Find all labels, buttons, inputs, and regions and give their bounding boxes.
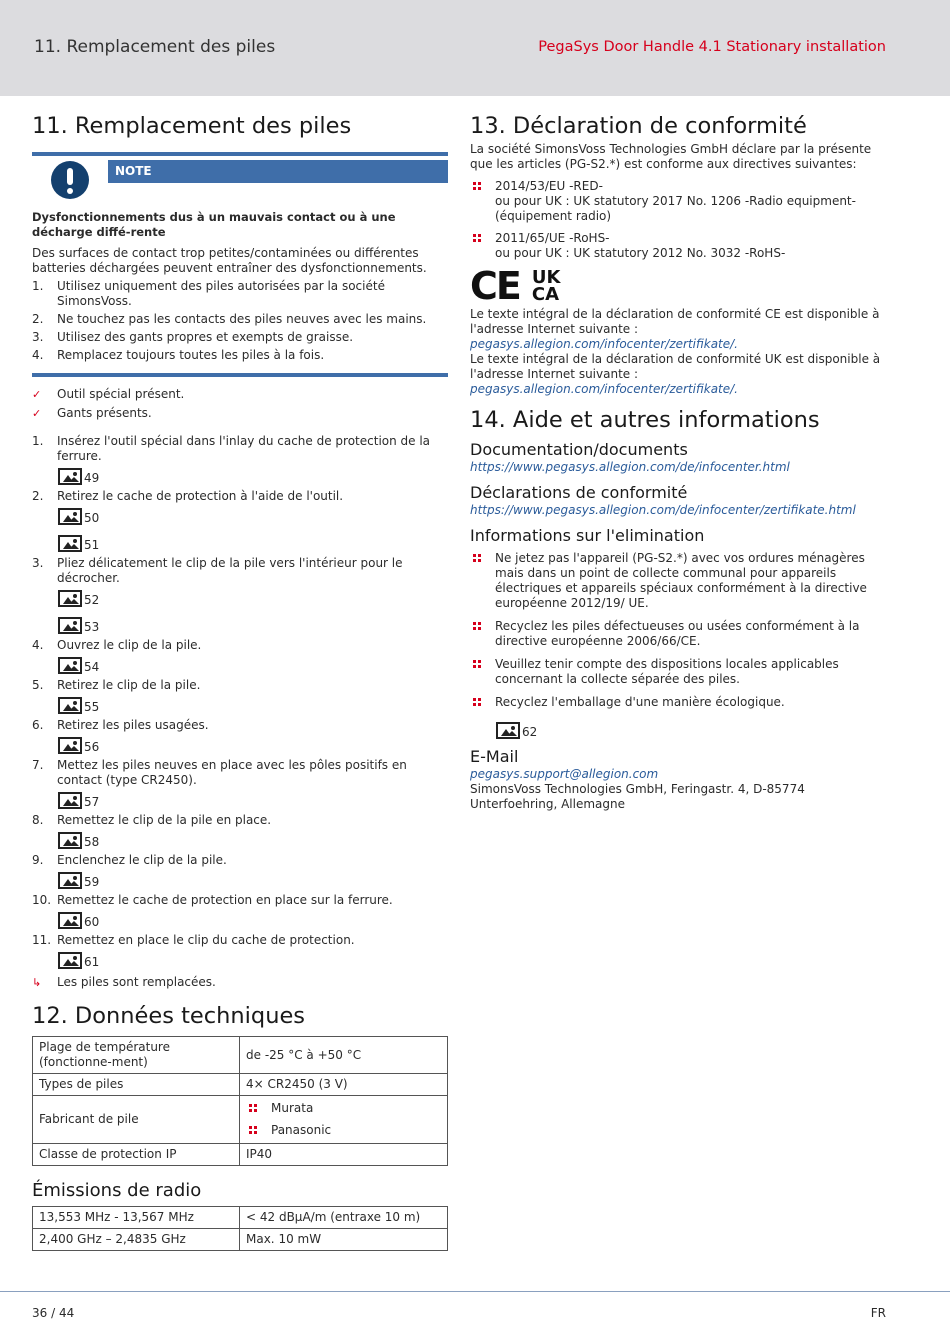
image-icon xyxy=(58,508,82,525)
figure-ref xyxy=(58,868,448,889)
table-cell: Classe de protection IP xyxy=(33,1144,240,1166)
figure-number: 61 xyxy=(84,955,100,969)
documentation-title: Documentation/documents xyxy=(470,440,688,459)
note-list xyxy=(32,279,448,363)
certification-marks xyxy=(470,264,888,308)
directive-eu: 2014/53/EU -RED- xyxy=(495,179,603,193)
figure-number: 56 xyxy=(84,740,100,754)
step-number: 2. xyxy=(32,489,44,503)
figure-number: 62 xyxy=(522,725,538,739)
figure-number: 54 xyxy=(84,660,100,674)
section-12-title: 12. Données techniques xyxy=(32,1003,306,1029)
check-icon: ✓ xyxy=(32,407,42,420)
list-item xyxy=(32,406,448,421)
declarations-link[interactable]: https://www.pegasys.allegion.com/de/infocenter/zertifikate.html xyxy=(470,503,856,517)
step-number: 7. xyxy=(32,758,44,772)
page-number: 36 / 44 xyxy=(32,1306,75,1320)
result-line xyxy=(32,975,448,990)
section-13-title: 13. Déclaration de conformité xyxy=(470,113,807,139)
bullet-icon xyxy=(473,234,481,242)
documentation-link[interactable]: https://www.pegasys.allegion.com/de/infocenter.html xyxy=(470,460,790,474)
step-number: 4. xyxy=(32,638,44,652)
list-item xyxy=(32,279,448,309)
list-item xyxy=(470,231,888,261)
image-icon xyxy=(58,468,82,485)
image-icon xyxy=(58,590,82,607)
table-cell: < 42 dBµA/m (entraxe 10 m) xyxy=(240,1207,448,1229)
step-number: 1. xyxy=(32,434,44,448)
right-column xyxy=(470,112,888,812)
step-item xyxy=(32,638,448,653)
elimination-list xyxy=(470,551,888,710)
page-header xyxy=(0,0,950,96)
step-text: Pliez délicatement le clip de la pile vers l'intérieur pour le décrocher. xyxy=(57,556,403,585)
figure-ref xyxy=(58,531,448,552)
step-text: Ouvrez le clip de la pile. xyxy=(57,638,202,652)
table-row xyxy=(33,1037,448,1074)
list-item xyxy=(246,1123,441,1138)
bullet-icon xyxy=(473,182,481,190)
ce-text: Le texte intégral de la déclaration de conformité CE est disponible à l'adresse Internet suivante : xyxy=(470,307,880,336)
table-cell: Types de piles xyxy=(33,1074,240,1096)
figure-ref xyxy=(58,908,448,929)
step-number: 8. xyxy=(32,813,44,827)
table-row xyxy=(33,1074,448,1096)
elimination-text: Ne jetez pas l'appareil (PG-S2.*) avec vos ordures ménagères mais dans un point de collecte communal pour appareils électriques et appareils spéciaux conformément à la directive européenne 2012/19/ UE. xyxy=(495,551,867,610)
radio-table xyxy=(32,1206,448,1251)
footer-rule xyxy=(0,1291,950,1292)
ce-mark-logo: CE xyxy=(470,264,520,308)
item-number: 4. xyxy=(32,348,44,362)
list-item xyxy=(32,348,448,363)
step-text: Remettez le clip de la pile en place. xyxy=(57,813,272,827)
step-text: Remettez en place le clip du cache de protection. xyxy=(57,933,355,947)
figure-number: 58 xyxy=(84,835,100,849)
figure-ref xyxy=(58,653,448,674)
image-icon xyxy=(58,617,82,634)
item-text: Ne touchez pas les contacts des piles neuves avec les mains. xyxy=(57,312,427,326)
image-icon xyxy=(58,697,82,714)
step-text: Enclenchez le clip de la pile. xyxy=(57,853,227,867)
step-text: Retirez le clip de la pile. xyxy=(57,678,201,692)
list-item xyxy=(246,1101,441,1116)
item-text: Remplacez toujours toutes les piles à la fois. xyxy=(57,348,325,362)
table-cell: Fabricant de pile xyxy=(33,1096,240,1144)
table-cell: 2,400 GHz – 2,4835 GHz xyxy=(33,1229,240,1251)
directive-text xyxy=(495,179,888,224)
image-icon xyxy=(58,657,82,674)
table-row xyxy=(33,1229,448,1251)
uk-declaration-text xyxy=(470,352,888,397)
item-number: 2. xyxy=(32,312,44,326)
elimination-title: Informations sur l'elimination xyxy=(470,526,705,545)
ukca-mark-logo xyxy=(532,269,561,303)
company-address: SimonsVoss Technologies GmbH, Feringastr. 4, D-85774 Unterfoehring, Allemagne xyxy=(470,782,805,811)
figure-number: 51 xyxy=(84,538,100,552)
list-item xyxy=(470,695,888,710)
step-text: Insérez l'outil spécial dans l'inlay du cache de protection de la ferrure. xyxy=(57,434,431,463)
figure-number: 55 xyxy=(84,700,100,714)
prerequisite-text: Outil spécial présent. xyxy=(57,387,185,401)
elimination-text: Recyclez les piles défectueuses ou usées conformément à la directive européenne 2006/66/CE. xyxy=(495,619,860,648)
uk-text: Le texte intégral de la déclaration de conformité UK est disponible à l'adresse Internet suivante : xyxy=(470,352,881,381)
step-text: Retirez les piles usagées. xyxy=(57,718,209,732)
image-icon xyxy=(496,722,520,739)
result-text: Les piles sont remplacées. xyxy=(57,975,216,989)
figure-ref xyxy=(58,613,448,634)
figure-ref xyxy=(496,718,888,739)
step-item xyxy=(32,718,448,733)
header-section-title: 11. Remplacement des piles xyxy=(34,37,276,57)
note-label: NOTE xyxy=(108,160,448,183)
step-number: 11. xyxy=(32,933,52,947)
figure-ref xyxy=(58,504,448,525)
step-number: 9. xyxy=(32,853,44,867)
uk-declaration-link[interactable]: pegasys.allegion.com/infocenter/zertifikate/. xyxy=(470,382,738,396)
step-item xyxy=(32,678,448,693)
table-row xyxy=(33,1096,448,1144)
figure-ref xyxy=(58,733,448,754)
check-icon: ✓ xyxy=(32,388,42,401)
ukca-mark-bottom: CA xyxy=(531,284,559,305)
step-number: 5. xyxy=(32,678,44,692)
left-column xyxy=(32,112,448,1251)
table-cell: de -25 °C à +50 °C xyxy=(240,1037,448,1074)
image-icon xyxy=(58,737,82,754)
note-heading: Dysfonctionnements dus à un mauvais contact ou à une décharge diffé-rente xyxy=(32,210,396,239)
figure-ref xyxy=(58,828,448,849)
step-text: Retirez le cache de protection à l'aide de l'outil. xyxy=(57,489,344,503)
bullet-icon xyxy=(473,698,481,706)
table-cell: 13,553 MHz - 13,567 MHz xyxy=(33,1207,240,1229)
image-icon xyxy=(58,792,82,809)
directive-text xyxy=(495,231,888,261)
item-text: Utilisez uniquement des piles autorisées par la société SimonsVoss. xyxy=(57,279,385,308)
table-cell: Max. 10 mW xyxy=(240,1229,448,1251)
figure-number: 57 xyxy=(84,795,100,809)
step-number: 6. xyxy=(32,718,44,732)
ce-declaration-link[interactable]: pegasys.allegion.com/infocenter/zertifikate/. xyxy=(470,337,738,351)
step-number: 3. xyxy=(32,556,44,570)
figure-number: 52 xyxy=(84,593,100,607)
figure-ref xyxy=(58,693,448,714)
ukca-mark-top: UK xyxy=(531,267,561,288)
figure-ref xyxy=(58,464,448,485)
exclamation-icon xyxy=(51,161,89,199)
figure-ref xyxy=(58,948,448,969)
image-icon xyxy=(58,832,82,849)
list-item xyxy=(32,330,448,345)
item-number: 3. xyxy=(32,330,44,344)
table-cell xyxy=(240,1096,448,1144)
table-cell: 4× CR2450 (3 V) xyxy=(240,1074,448,1096)
step-text: Remettez le cache de protection en place sur la ferrure. xyxy=(57,893,393,907)
image-icon xyxy=(58,872,82,889)
directive-uk: ou pour UK : UK statutory 2017 No. 1206 -Radio equipment- (équipement radio) xyxy=(495,194,856,223)
figure-ref xyxy=(58,586,448,607)
step-list xyxy=(32,434,448,969)
directive-eu: 2011/65/UE -RoHS- xyxy=(495,231,610,245)
table-cell: Plage de température (fonctionne-ment) xyxy=(33,1037,240,1074)
language-code: FR xyxy=(870,1306,886,1320)
radio-emissions-title: Émissions de radio xyxy=(32,1180,202,1201)
table-row xyxy=(33,1207,448,1229)
tech-data-table xyxy=(32,1036,448,1166)
ce-declaration-text xyxy=(470,307,888,352)
step-item xyxy=(32,489,448,504)
step-item xyxy=(32,933,448,948)
note-text: Des surfaces de contact trop petites/contaminées ou différentes batteries déchargées peuvent entraîner des dysfonctionnements. xyxy=(32,246,427,275)
directive-uk: ou pour UK : UK statutory 2012 No. 3032 -RoHS- xyxy=(495,246,786,260)
step-item xyxy=(32,813,448,828)
bullet-icon xyxy=(473,622,481,630)
list-item xyxy=(32,387,448,402)
figure-number: 59 xyxy=(84,875,100,889)
bullet-icon xyxy=(473,660,481,668)
figure-number: 60 xyxy=(84,915,100,929)
result-arrow-icon: ↳ xyxy=(32,976,42,989)
section-14-title: 14. Aide et autres informations xyxy=(470,407,820,433)
table-cell: IP40 xyxy=(240,1144,448,1166)
step-item xyxy=(32,893,448,908)
item-number: 1. xyxy=(32,279,44,293)
bullet-icon xyxy=(473,554,481,562)
declarations-title: Déclarations de conformité xyxy=(470,483,688,502)
list-item xyxy=(470,179,888,224)
list-item xyxy=(470,619,888,649)
image-icon xyxy=(58,535,82,552)
image-icon xyxy=(58,912,82,929)
bullet-icon xyxy=(249,1126,257,1134)
step-text: Mettez les piles neuves en place avec les pôles positifs en contact (type CR2450). xyxy=(57,758,407,787)
figure-number: 50 xyxy=(84,511,100,525)
elimination-text: Veuillez tenir compte des dispositions locales applicables concernant la collecte séparée des piles. xyxy=(495,657,839,686)
bullet-icon xyxy=(249,1104,257,1112)
section-11-title: 11. Remplacement des piles xyxy=(32,113,352,139)
support-email-link[interactable]: pegasys.support@allegion.com xyxy=(470,767,659,781)
figure-ref xyxy=(58,788,448,809)
maker-name: Panasonic xyxy=(271,1123,332,1137)
maker-name: Murata xyxy=(271,1101,314,1115)
figure-number: 53 xyxy=(84,620,100,634)
image-icon xyxy=(58,952,82,969)
prerequisite-text: Gants présents. xyxy=(57,406,152,420)
figure-number: 49 xyxy=(84,471,100,485)
note-header xyxy=(32,156,448,200)
step-number: 10. xyxy=(32,893,52,907)
table-row xyxy=(33,1144,448,1166)
directive-list xyxy=(470,179,888,261)
list-item xyxy=(32,312,448,327)
step-item xyxy=(32,556,448,586)
header-product-name: PegaSys Door Handle 4.1 Stationary installation xyxy=(538,39,886,55)
elimination-text: Recyclez l'emballage d'une manière écologique. xyxy=(495,695,785,709)
step-item xyxy=(32,758,448,788)
email-title: E-Mail xyxy=(470,747,519,766)
list-item xyxy=(470,657,888,687)
prerequisite-list xyxy=(32,387,448,421)
step-item xyxy=(32,853,448,868)
list-item xyxy=(470,551,888,611)
item-text: Utilisez des gants propres et exempts de graisse. xyxy=(57,330,354,344)
conformity-intro: La société SimonsVoss Technologies GmbH déclare par la présente que les articles (PG-S2.*) est conforme aux directives suivantes: xyxy=(470,142,872,171)
step-item xyxy=(32,434,448,464)
